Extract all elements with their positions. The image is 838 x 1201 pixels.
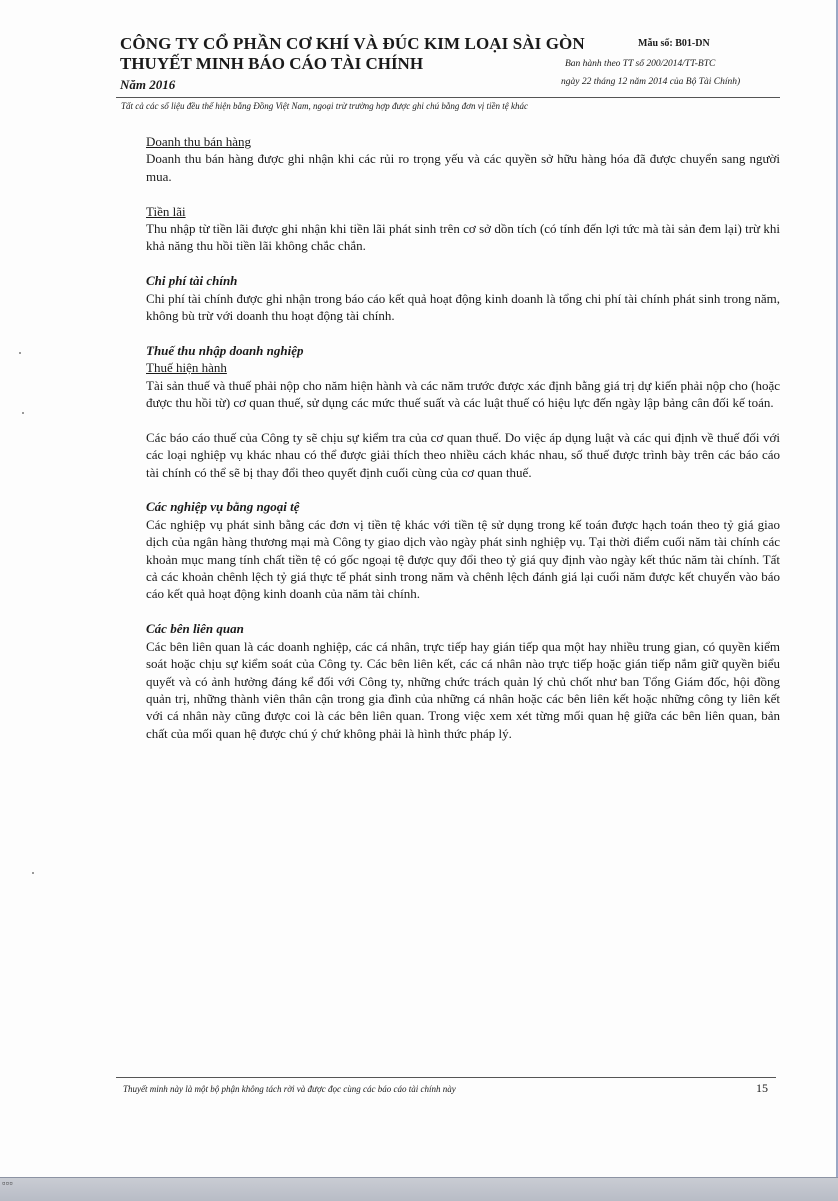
currency-note: Tất cả các số liệu đều thể hiện bằng Đồng Việt Nam, ngoại trừ trường hợp được ghi chú bằng đơn vị tiền tệ khác — [121, 101, 528, 111]
page-number: 15 — [756, 1081, 768, 1095]
section-paragraph: Các nghiệp vụ phát sinh bằng các đơn vị tiền tệ khác với tiền tệ sử dụng trong kế toán được hạch toán theo tỷ giá giao dịch của ngân hàng thương mại mà Công ty giao dịch vào ngày phát sinh nghiệp vụ. Tại thời điểm cuối năm tài chính các khoản mục mang tính chất tiền tệ có gốc ngoại tệ được quy đổi theo tỷ giá quy định vào ngày kết thúc năm tài chính. Tất cả các khoản chênh lệch tỷ giá thực tế phát sinh trong năm và chênh lệch đánh giá lại cuối năm được kết chuyển vào báo cáo kết quả hoạt động kinh doanh của năm tài chính. — [146, 516, 780, 602]
company-name: CÔNG TY CỔ PHẦN CƠ KHÍ VÀ ĐÚC KIM LOẠI SÀI GÒN — [120, 34, 585, 53]
scan-speck — [19, 352, 21, 354]
viewer-bottom-bar — [0, 1177, 838, 1201]
section-foreign-currency — [146, 498, 780, 602]
report-year: Năm 2016 — [120, 77, 176, 92]
viewer-corner-mark: ▫▫▫ — [2, 1180, 13, 1187]
scan-speck — [22, 412, 24, 414]
footer-note: Thuyết minh này là một bộ phận không tách rời và được đọc cùng các báo cáo tài chính này — [123, 1084, 456, 1094]
section-paragraph: Tài sản thuế và thuế phải nộp cho năm hiện hành và các năm trước được xác định bằng giá trị dự kiến phải nộp cho (hoặc được thu hồi từ) cơ quan thuế, sử dụng các mức thuế suất và các luật thuế có hiệu lực đến ngày lập bảng cân đối kế toán. — [146, 377, 780, 411]
section-interest — [146, 203, 780, 255]
form-number: Mẫu số: B01-DN — [638, 38, 710, 49]
section-income-tax — [146, 342, 780, 412]
section-paragraph: Các bên liên quan là các doanh nghiệp, các cá nhân, trực tiếp hay gián tiếp qua một hay nhiều trung gian, có quyền kiểm soát hoặc chịu sự kiểm soát của Công ty. Các bên liên kết, các cá nhân nào trực tiếp hoặc gián tiếp nắm giữ quyền biểu quyết và có ảnh hưởng đáng kể đối với Công ty, những chức trách quản lý chủ chốt như ban Tổng Giám đốc, hội đồng quản trị, những thành viên thân cận trong gia đình của những cá nhân hoặc các bên liên kết hoặc những công ty liên kết với cá nhân này cũng được coi là các bên liên quan. Trong việc xem xét từng mối quan hệ giữa các bên liên quan, bản chất của mối quan hệ được chú ý chứ không phải là hình thức pháp lý. — [146, 638, 780, 741]
header-divider — [116, 97, 780, 98]
section-revenue — [146, 133, 780, 185]
section-heading: Thuế thu nhập doanh nghiệp — [146, 342, 304, 358]
section-heading: Doanh thu bán hàng — [146, 134, 252, 149]
notes-body — [146, 133, 780, 760]
section-heading: Chi phí tài chính — [146, 273, 238, 289]
section-paragraph: Thu nhập từ tiền lãi được ghi nhận khi tiền lãi phát sinh trên cơ sở dồn tích (có tính đến lợi tức mà tài sản đem lại) trừ khi khả năng thu hồi tiền lãi không chắc chắn. — [146, 221, 780, 254]
section-financial-expense — [146, 272, 780, 324]
section-paragraph: Chi phí tài chính được ghi nhận trong báo cáo kết quả hoạt động kinh doanh là tổng chi phí tài chính phát sinh trong năm, không bù trừ với doanh thu hoạt động tài chính. — [146, 290, 780, 324]
issued-by-line-2: ngày 22 tháng 12 năm 2014 của Bộ Tài Chính) — [561, 77, 741, 87]
scan-speck — [32, 872, 34, 874]
section-paragraph: Các báo cáo thuế của Công ty sẽ chịu sự kiểm tra của cơ quan thuế. Do việc áp dụng luật và các qui định về thuế đối với các loại nghiệp vụ khác nhau có thể được giải thích theo nhiều cách khác nhau, số thuế được trình bày trên các báo cáo tài chính có thể sẽ bị thay đổi theo quyết định cuối cùng của cơ quan thuế. — [146, 429, 780, 480]
section-related-parties — [146, 620, 780, 742]
issued-by-line-1: Ban hành theo TT số 200/2014/TT-BTC — [565, 59, 716, 69]
section-heading: Các bên liên quan — [146, 621, 244, 637]
section-heading: Tiền lãi — [146, 203, 186, 219]
section-paragraph: Doanh thu bán hàng được ghi nhận khi các rủi ro trọng yếu và các quyền sở hữu hàng hóa đã được chuyển sang người mua. — [146, 151, 780, 184]
footer-divider — [116, 1077, 776, 1078]
section-heading: Các nghiệp vụ bằng ngoại tệ — [146, 499, 300, 515]
section-income-tax-continued — [146, 429, 780, 481]
report-title: THUYẾT MINH BÁO CÁO TÀI CHÍNH — [120, 54, 424, 73]
section-subheading: Thuế hiện hành — [146, 360, 227, 376]
